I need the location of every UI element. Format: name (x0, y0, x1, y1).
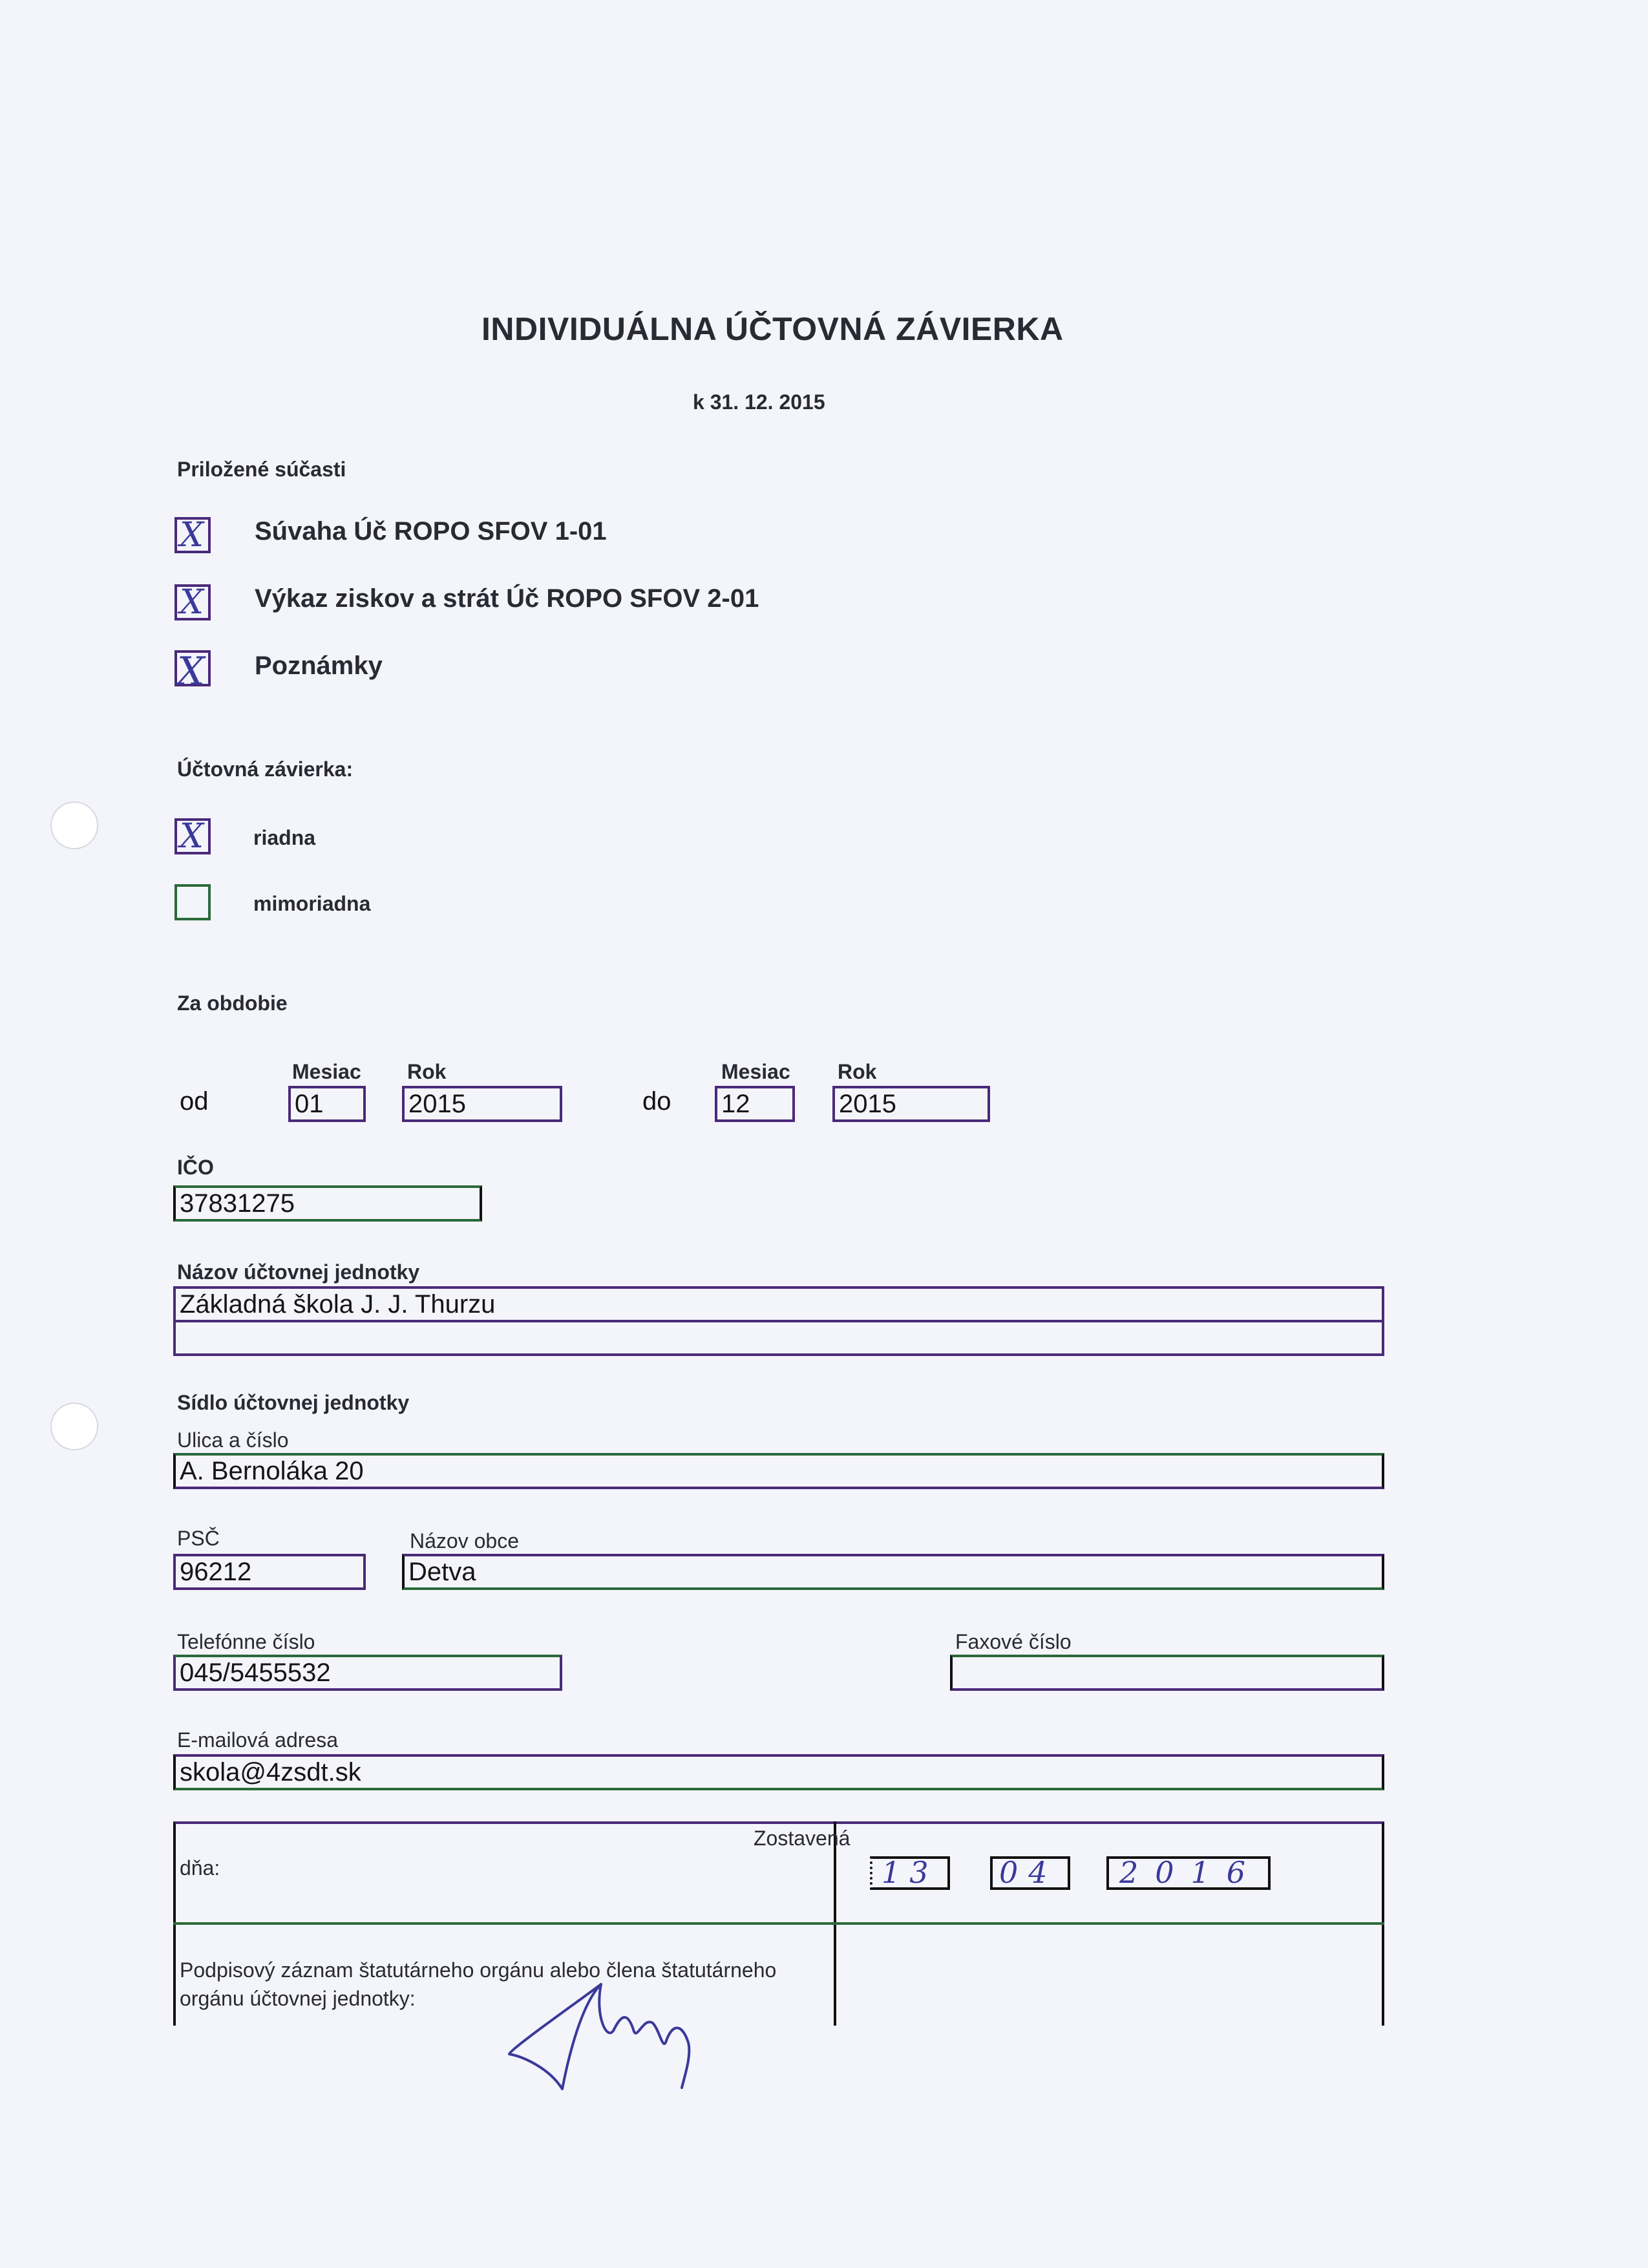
period-from-year-field[interactable]: 2015 (402, 1086, 562, 1122)
checkmark-x-icon: X (180, 516, 204, 555)
street-label: Ulica a číslo (177, 1428, 289, 1452)
email-label: E-mailová adresa (177, 1728, 338, 1752)
attachment-label-suvaha: Súvaha Úč ROPO SFOV 1-01 (255, 517, 607, 546)
document-date: k 31. 12. 2015 (693, 390, 825, 414)
compiled-month-value: 04 (999, 1855, 1058, 1890)
compiled-date-label: dňa: (180, 1856, 220, 1880)
psc-field[interactable]: 96212 (173, 1554, 366, 1590)
fax-field[interactable] (950, 1655, 1384, 1691)
closing-checkbox-riadna[interactable] (174, 818, 211, 854)
closing-checkbox-mimoriadna[interactable] (174, 884, 211, 920)
unit-name-label: Názov účtovnej jednotky (177, 1260, 420, 1284)
attachment-checkbox-suvaha[interactable] (174, 517, 211, 553)
signature-label: Podpisový záznam štatutárneho orgánu alebo člena štatutárneho orgánu účtovnej jednotky: (180, 1958, 777, 2010)
closing-label-riadna: riadna (253, 826, 316, 849)
period-label: Za obdobie (177, 991, 288, 1015)
period-from-month-label: Mesiac (292, 1060, 361, 1083)
compiled-year-box[interactable] (1106, 1856, 1271, 1890)
period-to-year-field[interactable]: 2015 (832, 1086, 990, 1122)
compiled-day-value: 13 (882, 1855, 938, 1890)
period-to-label: do (642, 1087, 671, 1116)
period-from-label: od (180, 1087, 209, 1116)
compiled-year-value: 2016 (1119, 1855, 1263, 1890)
ico-label: IČO (177, 1156, 214, 1179)
punch-hole-top (50, 801, 98, 849)
phone-label: Telefónne číslo (177, 1630, 315, 1653)
document-title: INDIVIDUÁLNA ÚČTOVNÁ ZÁVIERKA (481, 311, 1064, 347)
compiled-day-box[interactable] (870, 1856, 950, 1890)
email-field[interactable]: skola@4zsdt.sk (173, 1754, 1384, 1790)
attachments-label: Priložené súčasti (177, 458, 346, 481)
city-label: Názov obce (410, 1529, 519, 1553)
checkmark-x-icon: X (180, 817, 204, 856)
attachment-label-poznamky: Poznámky (255, 652, 383, 680)
street-field[interactable]: A. Bernoláka 20 (173, 1453, 1384, 1489)
period-from-year-label: Rok (407, 1060, 447, 1083)
ico-field[interactable]: 37831275 (173, 1185, 482, 1222)
checkmark-x-icon: X (177, 649, 205, 694)
period-to-month-field[interactable]: 12 (715, 1086, 795, 1122)
table-divider-horizontal (173, 1922, 1384, 1925)
unit-name-field-line1[interactable]: Základná škola J. J. Thurzu (173, 1286, 1384, 1322)
closing-label: Účtovná závierka: (177, 758, 354, 781)
period-to-year-label: Rok (838, 1060, 877, 1083)
compiled-label: Zostavená (754, 1827, 850, 1850)
attachment-label-vykaz: Výkaz ziskov a strát Úč ROPO SFOV 2-01 (255, 584, 759, 613)
checkmark-x-icon: X (180, 583, 204, 622)
period-from-month-field[interactable]: 01 (288, 1086, 366, 1122)
attachment-checkbox-vykaz[interactable] (174, 584, 211, 620)
phone-field[interactable]: 045/5455532 (173, 1655, 562, 1691)
attachment-checkbox-poznamky[interactable] (174, 649, 211, 694)
psc-label: PSČ (177, 1527, 220, 1550)
period-to-month-label: Mesiac (721, 1060, 790, 1083)
closing-label-mimoriadna: mimoriadna (253, 892, 371, 915)
signature-icon (498, 1978, 711, 2094)
fax-label: Faxové číslo (955, 1630, 1072, 1653)
seat-label: Sídlo účtovnej jednotky (177, 1391, 410, 1414)
unit-name-field-line2[interactable] (173, 1320, 1384, 1356)
compiled-month-box[interactable] (990, 1856, 1070, 1890)
city-field[interactable]: Detva (402, 1554, 1384, 1590)
punch-hole-bottom (50, 1403, 98, 1450)
